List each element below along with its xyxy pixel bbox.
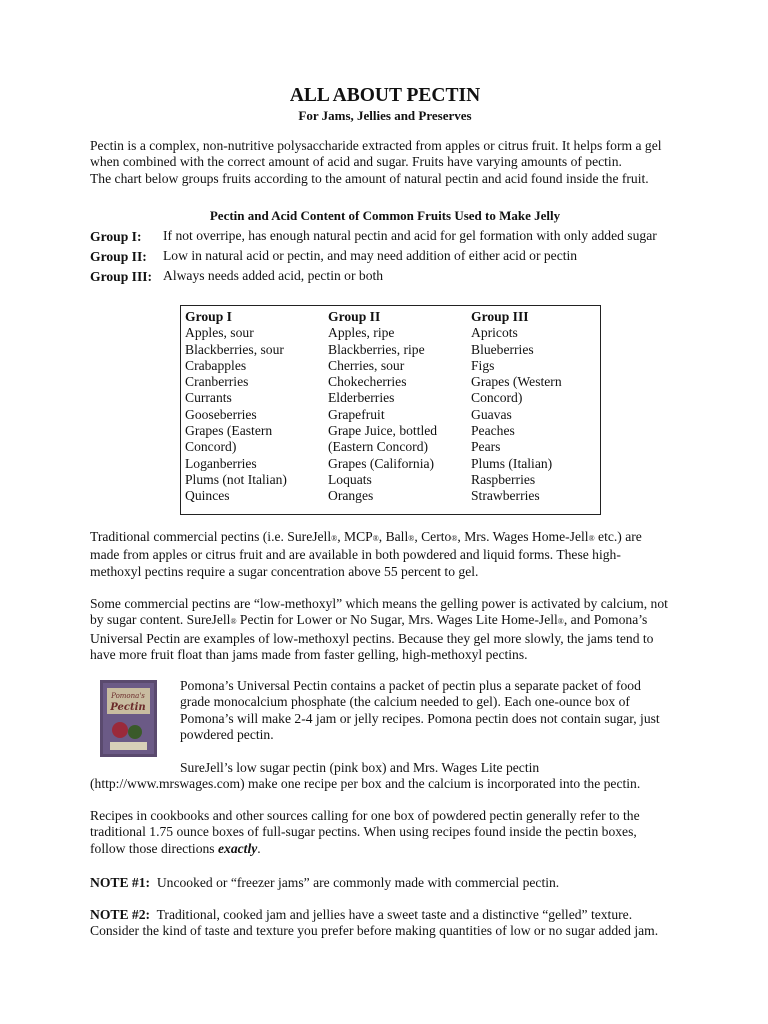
fruit-item: Strawberries	[471, 488, 540, 504]
fruit-item: Peaches	[471, 423, 515, 439]
group-definition	[90, 269, 690, 289]
surejell-paragraph-line2: (http://www.mrswages.com) make one recipe per box and the calcium is incorporated into the pectin.	[90, 776, 641, 791]
fruit-item: Grapefruit	[328, 406, 385, 422]
fruit-item: Blackberries, ripe	[328, 341, 425, 357]
note-label: NOTE #1:	[90, 875, 151, 890]
fruit-item: Cranberries	[185, 374, 249, 390]
fruit-item: Raspberries	[471, 471, 536, 487]
fruit-item: Plums (not Italian)	[185, 471, 287, 487]
group-description: Low in natural acid or pectin, and may need addition of either acid or pectin	[163, 248, 578, 263]
fruit-item: Apricots	[471, 325, 518, 341]
fruit-item: Pears	[471, 439, 501, 455]
fruit-item: Quinces	[185, 488, 230, 504]
page-title: ALL ABOUT PECTIN	[289, 85, 481, 106]
group-label: Group I:	[90, 229, 142, 244]
fruit-item: Oranges	[328, 488, 374, 504]
fruit-item: Currants	[185, 390, 232, 406]
group-label: Group III:	[90, 269, 153, 284]
fruit-group-table	[180, 305, 601, 515]
column-header: Group II	[328, 309, 381, 324]
fruit-column-group-1	[185, 309, 287, 505]
intro-paragraph: Pectin is a complex, non-nutritive polysaccharide extracted from apples or citrus fruit. It helps form a gel when combined with the correct amount of acid and sugar. Fruits have varying amounts of pectin. The chart below groups fruits according to the amount of natural pectin and acid found inside the fruit.	[90, 138, 662, 186]
fruit-item: Grapes (Western	[471, 374, 562, 390]
fruit-item: Plums (Italian)	[471, 455, 553, 471]
fruit-item: Cherries, sour	[328, 357, 405, 373]
fruit-item: Blackberries, sour	[185, 341, 284, 357]
group-description: If not overripe, has enough natural pectin and acid for gel formation with only added sugar	[163, 228, 657, 243]
group-description: Always needs added acid, pectin or both	[163, 268, 384, 283]
pomona-paragraph: Pomona’s Universal Pectin contains a packet of pectin plus a separate packet of food grade monocalcium phosphate (the calcium needed to gel). Each one-ounce box of Pomona’s will make 2-4 jam or jelly recipes. Pomona pectin does not contain sugar, just powdered pectin.	[180, 678, 660, 743]
group-definition	[90, 249, 690, 269]
recipes-paragraph: Recipes in cookbooks and other sources calling for one box of powdered pectin generally refer to the traditional 1.75 ounce boxes of full-sugar pectins. When using recipes found inside the pectin boxes, follow those directions exactly.	[90, 808, 640, 856]
group-definition	[90, 229, 690, 249]
note-label: NOTE #2:	[90, 907, 151, 922]
fruit-item: Guavas	[471, 406, 512, 422]
note-1: NOTE #1: Uncooked or “freezer jams” are commonly made with commercial pectin.	[90, 875, 560, 890]
pomona-pectin-box-image	[100, 680, 157, 757]
fruit-item: Crabapples	[185, 357, 247, 373]
fruit-item: Gooseberries	[185, 406, 257, 422]
fruit-item: (Eastern Concord)	[328, 439, 429, 455]
emphasis-exactly: exactly	[218, 840, 258, 856]
page-subtitle: For Jams, Jellies and Preserves	[298, 108, 472, 123]
fruit-item: Blueberries	[471, 341, 534, 357]
surejell-paragraph-line1: SureJell’s low sugar pectin (pink box) and Mrs. Wages Lite pectin	[180, 760, 540, 775]
traditional-pectins-paragraph: Traditional commercial pectins (i.e. SureJell®, MCP®, Ball®, Certo®, Mrs. Wages Home-Jell® etc.) are made from apples or citrus fruit and are available in both powdered and liquid forms. These high- methoxyl pectins require a sugar concentration above 55 percent to gel.	[90, 529, 642, 579]
fruit-column-group-2	[328, 309, 437, 505]
column-header: Group I	[185, 309, 232, 324]
fruit-item: Apples, sour	[185, 325, 254, 341]
fruit-item: Figs	[471, 357, 495, 373]
low-methoxyl-paragraph: Some commercial pectins are “low-methoxyl” which means the gelling power is activated by calcium, not by sugar content. SureJell® Pectin for Lower or No Sugar, Mrs. Wages Lite Home-Jell®, and Pomona’s Universal Pectin are examples of low-methoxyl pectins. Because they gel more slowly, the jams tend to have more fruit float than jams made from faster gelling, high-methoxyl pectins.	[90, 596, 668, 663]
fruit-item: Loquats	[328, 471, 372, 487]
fruit-item: Grapes (California)	[328, 455, 435, 471]
fruit-item: Grape Juice, bottled	[328, 423, 438, 439]
fruit-column-group-3	[471, 309, 562, 505]
fruit-item: Chokecherries	[328, 374, 407, 390]
note-2: NOTE #2: Traditional, cooked jam and jellies have a sweet taste and a distinctive “gelled” texture. Consider the kind of taste and texture you prefer before making quantities of low or no sugar added jam.	[90, 907, 659, 939]
svg-text:Pectin: Pectin	[110, 702, 146, 713]
fruit-item: Concord)	[185, 439, 237, 455]
fruit-item: Grapes (Eastern	[185, 423, 273, 439]
fruit-item: Apples, ripe	[328, 325, 395, 341]
svg-text:Pomona's: Pomona's	[111, 692, 145, 700]
group-label: Group II:	[90, 249, 147, 264]
fruit-item: Concord)	[471, 390, 523, 406]
fruit-item: Loganberries	[185, 455, 257, 471]
fruit-item: Elderberries	[328, 390, 395, 406]
column-header: Group III	[471, 309, 529, 324]
chart-heading: Pectin and Acid Content of Common Fruits Used to Make Jelly	[209, 208, 561, 223]
